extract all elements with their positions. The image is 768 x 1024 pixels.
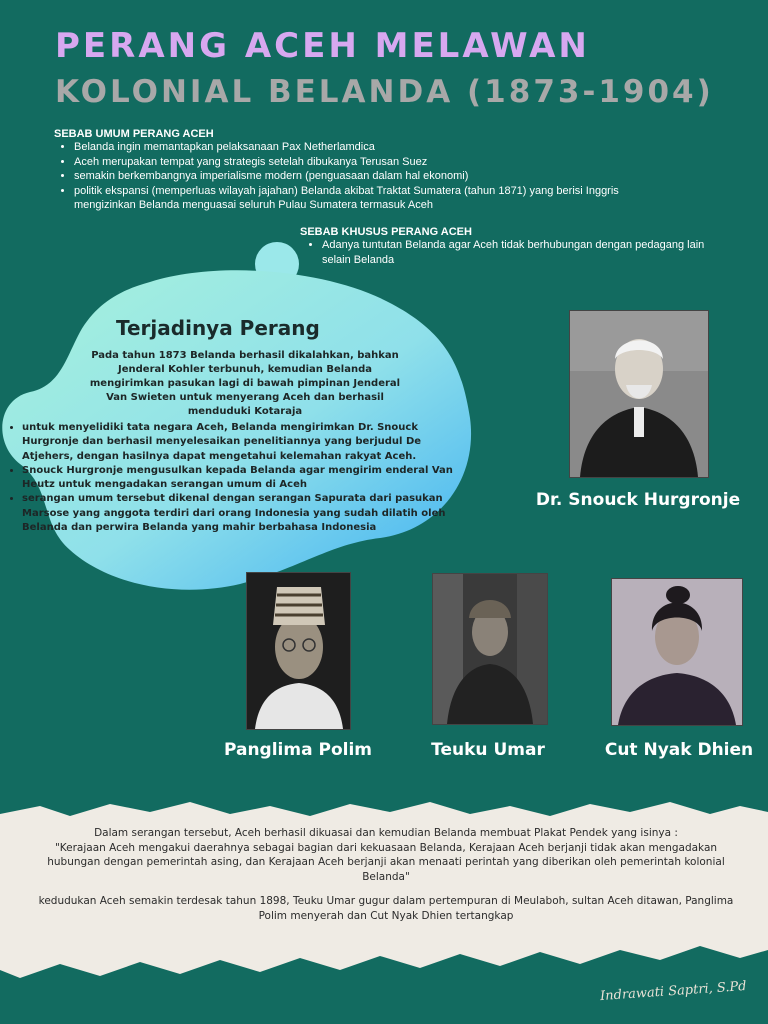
umar-caption: Teuku Umar [431, 740, 545, 760]
list-item: • Aceh merupakan tempat yang strategis setelah dibukanya Terusan Suez [74, 155, 664, 170]
dhien-caption: Cut Nyak Dhien [604, 740, 754, 760]
plakat-intro: Dalam serangan tersebut, Aceh berhasil dikuasai dan kemudian Belanda membuat Plakat Pendek yang isinya : [94, 827, 678, 839]
dhien-photo [611, 578, 743, 726]
sebab-khusus-list [304, 238, 730, 267]
terjadinya-title: Terjadinya Perang [116, 316, 320, 340]
list-item: • Belanda ingin memantapkan pelaksanaan Pax Netherlamdica [74, 140, 664, 155]
sebab-khusus-heading: SEBAB KHUSUS PERANG ACEH [300, 226, 472, 238]
bottom-text [30, 826, 742, 923]
terjadinya-paragraph: Pada tahun 1873 Belanda berhasil dikalahkan, bahkan Jenderal Kohler terbunuh, kemudian Belanda mengirimkan pasukan lagi di bawah pimpinan Jenderal Van Swieten untuk menyerang Aceh dan berhasil menduduki Kotaraja [89, 350, 401, 417]
sebab-umum-list [56, 140, 664, 213]
list-item: • politik ekspansi (memperluas wilayah jajahan) Belanda akibat Traktat Sumatera (tahun 1871) yang berisi Inggris mengizinkan Belanda menguasai seluruh Pulau Sumatera termasuk Aceh [74, 184, 664, 213]
sebab-umum-section [54, 128, 664, 213]
list-item: • Adanya tuntutan Belanda agar Aceh tidak berhubungan dengan pedagang lain selain Belanda [322, 238, 730, 267]
plakat-quote: "Kerajaan Aceh mengakui daerahnya sebagai bagian dari kekuasaan Belanda, Kerajaan Aceh berjanji tidak akan mengadakan hubungan dengan pemerintah asing, dan Kerajaan Aceh berjanji akan menaati perintah yang diberikan oleh pemerintah kolonial Belanda" [47, 841, 725, 883]
sebab-khusus-section [300, 226, 730, 267]
closing-text: kedudukan Aceh semakin terdesak tahun 1898, Teuku Umar gugur dalam pertempuran di Meulaboh, sultan Aceh ditawan, Panglima Polim menyerah dan Cut Nyak Dhien tertangkap [38, 895, 734, 922]
signature: Indrawati Saptri, S.Pd [599, 978, 748, 1005]
polim-photo [246, 572, 351, 730]
umar-photo [432, 573, 548, 725]
polim-caption: Panglima Polim [223, 740, 372, 760]
terjadinya-list [6, 421, 461, 535]
title-line-1: PERANG ACEH MELAWAN [55, 26, 590, 66]
list-item: • serangan umum tersebut dikenal dengan serangan Sapurata dari pasukan Marsose yang anggota terdiri dari orang Indonesia yang sudah dilatih oleh Belanda dan perwira Belanda yang mahir berbahasa Indonesia [22, 492, 461, 535]
list-item: • semakin berkembangnya imperialisme modern (penguasaan dalam hal ekonomi) [74, 169, 664, 184]
list-item: • untuk menyelidiki tata negara Aceh, Belanda mengirimkan Dr. Snouck Hurgronje dan berhasil menyelesaikan penelitiannya yang berjudul De Atjehers, dengan hasilnya dapat mengetahui kelemahan rakyat Aceh. [22, 421, 461, 464]
snouck-photo [569, 310, 709, 478]
list-item: • Snouck Hurgronje mengusulkan kepada Belanda agar mengirim enderal Van Heutz untuk mengadakan serangan umum di Aceh [22, 464, 461, 493]
snouck-caption: Dr. Snouck Hurgronje [535, 490, 741, 510]
title-line-2: KOLONIAL BELANDA (1873-1904) [55, 74, 714, 110]
sebab-umum-heading: SEBAB UMUM PERANG ACEH [54, 128, 214, 140]
